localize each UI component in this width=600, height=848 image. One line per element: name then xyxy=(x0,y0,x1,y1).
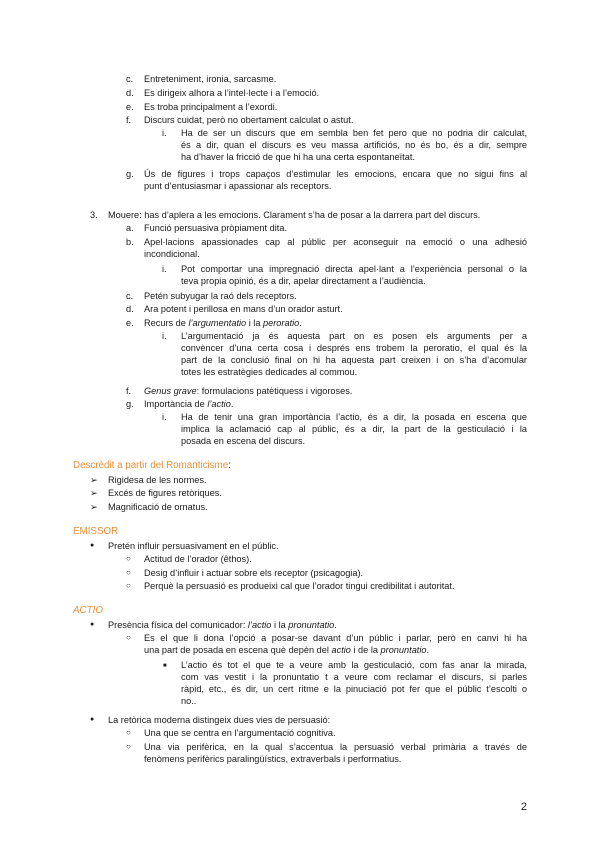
item-marker: a. xyxy=(126,223,134,233)
text-line xyxy=(144,644,527,656)
text-line: no.. xyxy=(181,696,197,706)
list-item xyxy=(144,398,233,410)
item-marker: d. xyxy=(126,88,134,98)
circle-bullet-icon: ○ xyxy=(126,728,131,737)
italic-term: l’actio xyxy=(247,620,272,630)
list-item xyxy=(144,236,527,260)
list-item: Pretén influir persuasivament en el públic. xyxy=(108,541,279,551)
list-item xyxy=(108,619,337,631)
italic-term: l’argumentatio xyxy=(188,318,247,328)
list-item: Mouere: has d’aplera a les emocions. Clarament s’ha de posar a la darrera part del discurs. xyxy=(108,210,481,220)
text-line: L’actio és tot el que te a veure amb la gesticulació, com fas anar la mirada, xyxy=(181,660,527,670)
text-run: Recurs de xyxy=(144,318,189,328)
arrow-bullet-icon: ➢ xyxy=(90,488,98,498)
text-line: L’argumentació ja és aquesta part on es posen els arguments per a xyxy=(181,331,527,341)
text-line: Apel·lacions apassionades cap al públic per aconseguir na emoció o una adhesió xyxy=(144,237,527,247)
disc-bullet-icon: ● xyxy=(90,621,95,628)
list-item xyxy=(144,168,527,192)
item-marker: c. xyxy=(126,291,134,301)
list-item xyxy=(181,411,527,447)
text-run: Presència física del comunicador: xyxy=(108,620,248,630)
circle-bullet-icon: ○ xyxy=(126,581,131,590)
italic-term: l’actio xyxy=(207,399,231,409)
text-line: punt d’entusiasmar i apassionar als receptors. xyxy=(144,181,332,191)
text-run: i de la xyxy=(350,645,381,655)
circle-bullet-icon: ○ xyxy=(126,554,131,563)
list-item xyxy=(144,632,527,656)
text-run: Importància de xyxy=(144,399,208,409)
text-line: és a dir, quan el discurs es veu massa artificiós, no és bo, és a dir, sempre xyxy=(181,140,527,150)
arrow-bullet-icon: ➢ xyxy=(90,502,98,512)
list-item: Ara potent i perillosa en mans d’un orador asturt. xyxy=(144,304,343,314)
list-item: Entreteniment, ironia, sarcasme. xyxy=(144,74,277,84)
italic-term: pronuntatio xyxy=(288,620,335,630)
list-item xyxy=(144,385,352,397)
text-run: . xyxy=(334,620,337,630)
list-item: Actitud de l’orador (êthos). xyxy=(144,554,252,564)
item-marker: g. xyxy=(126,399,134,409)
list-item xyxy=(181,659,527,707)
text-line: incondicional. xyxy=(144,249,200,259)
item-marker: f. xyxy=(126,115,132,125)
item-marker: d. xyxy=(126,304,134,314)
section-heading xyxy=(73,605,103,617)
item-marker: i. xyxy=(162,331,167,341)
arrow-bullet-icon: ➢ xyxy=(90,475,98,485)
text-line: Una via perifèrica, en la qual s’accentua la persuasió verbal primària a través de xyxy=(144,742,527,752)
text-run: . xyxy=(299,318,302,328)
text-line: Ha de ser un discurs que em sembla ben fet pero que no podria dir calculat, xyxy=(181,128,527,138)
text-line: Es el que li dona l’opció a posar-se davant d’un públic i parlar, però en canvi hi ha xyxy=(144,633,527,643)
text-line: totes les estratègies dedicades al commou. xyxy=(181,367,358,377)
circle-bullet-icon: ○ xyxy=(126,633,131,642)
page-number: 2 xyxy=(520,801,527,813)
italic-term: peroratio xyxy=(263,318,300,328)
section-heading xyxy=(73,460,231,472)
text-run: : formulacions patètiquess i vigoroses. xyxy=(196,386,353,396)
text-line: com vas vestit i la pronuntatio t a veure com reclamar el discurs, si parles xyxy=(181,672,527,682)
heading-colon: : xyxy=(228,460,231,471)
list-item: Petén subyugar la raó dels receptors. xyxy=(144,291,297,301)
list-item xyxy=(144,317,302,329)
square-bullet-icon: ■ xyxy=(163,663,167,669)
list-item xyxy=(181,263,527,287)
item-marker: g. xyxy=(126,169,134,179)
text-line: Ha de tenir una gran importància l’actio, és a dir, la posada en escena que xyxy=(181,412,527,422)
list-item xyxy=(181,330,527,378)
italic-term: Genus grave xyxy=(144,386,197,396)
heading-text: ACTIO xyxy=(73,605,103,616)
list-item xyxy=(144,741,527,765)
circle-bullet-icon: ○ xyxy=(126,742,131,751)
text-run: una part de posada en escena què depèn del xyxy=(144,645,332,655)
item-marker: c. xyxy=(126,74,134,84)
item-marker: 3. xyxy=(90,210,98,220)
disc-bullet-icon: ● xyxy=(90,542,95,549)
italic-term: pronuntatio xyxy=(380,645,427,655)
list-item: Es dirigeix alhora a l’intel·lecte i a l’emoció. xyxy=(144,88,320,98)
item-marker: f. xyxy=(126,386,132,396)
list-item: Magnificació de ornatus. xyxy=(108,502,208,512)
item-marker: i. xyxy=(162,412,167,422)
item-marker: b. xyxy=(126,237,134,247)
item-marker: i. xyxy=(162,264,167,274)
text-run: . xyxy=(230,399,234,409)
text-line: teva propia opinió, és a dir, apelar directament a l’audiència. xyxy=(181,276,426,286)
section-heading: EMISSOR xyxy=(73,526,119,537)
list-item: Desig d’influir i actuar sobre els receptor (psicagogia). xyxy=(144,568,364,578)
text-line: fenòmens perifèrics paralingüístics, extraverbals i performatius. xyxy=(144,754,402,764)
list-item: Excés de figures retòriques. xyxy=(108,488,222,498)
list-item: Rigidesa de les normes. xyxy=(108,475,207,485)
list-item: La retòrica moderna distingeix dues vies de persuasió: xyxy=(108,715,331,725)
italic-term: actio xyxy=(331,645,351,655)
item-marker: e. xyxy=(126,102,134,112)
text-line: Ús de figures i trops capaços d’estimular les emocions, encara que no sigui fins al xyxy=(144,169,527,179)
text-line: ha d’haver la fricció de que hi ha una certa espontaneïtat. xyxy=(181,152,415,162)
text-run: i la xyxy=(246,318,264,328)
list-item: Una que se centra en l’argumentació cognitiva. xyxy=(144,728,336,738)
item-marker: e. xyxy=(126,318,134,328)
text-line: posada en escena del discurs. xyxy=(181,436,306,446)
list-item: Perquè la persuasió es produeixi cal que l’orador tingui credibilitat i autoritat. xyxy=(144,581,455,591)
list-item xyxy=(181,127,527,163)
item-marker: i. xyxy=(162,128,167,138)
heading-text: Descrèdit a partir del Romanticisme xyxy=(73,460,229,471)
list-item: Discurs cuidat, però no obertament calculat o astut. xyxy=(144,115,354,125)
text-line: implica la aclamació cap al públic, és a dir, la part de la gesticulació i la xyxy=(181,424,527,434)
disc-bullet-icon: ● xyxy=(90,716,95,723)
text-run: i la xyxy=(271,620,289,630)
text-line: ràpid, etc., és dir, un cert ritme e la pinuciació pot fer que el públic t’escolti o xyxy=(181,684,527,694)
text-line: Pot comportar una impregnació directa apel·lant a l’experiència personal o la xyxy=(181,264,527,274)
list-item: Es troba principalment a l’exordi. xyxy=(144,102,278,112)
text-line: part de la conclusió final on hi ha aquesta part creixen i on s’ha d’acomular xyxy=(181,355,527,365)
list-item: Funció persuasiva pròpiament dita. xyxy=(144,223,287,233)
circle-bullet-icon: ○ xyxy=(126,568,131,577)
text-run: . xyxy=(426,645,430,655)
text-line: convèncer d’una certa cosa i després ens trobem la peroratio, el qual és la xyxy=(181,343,527,353)
